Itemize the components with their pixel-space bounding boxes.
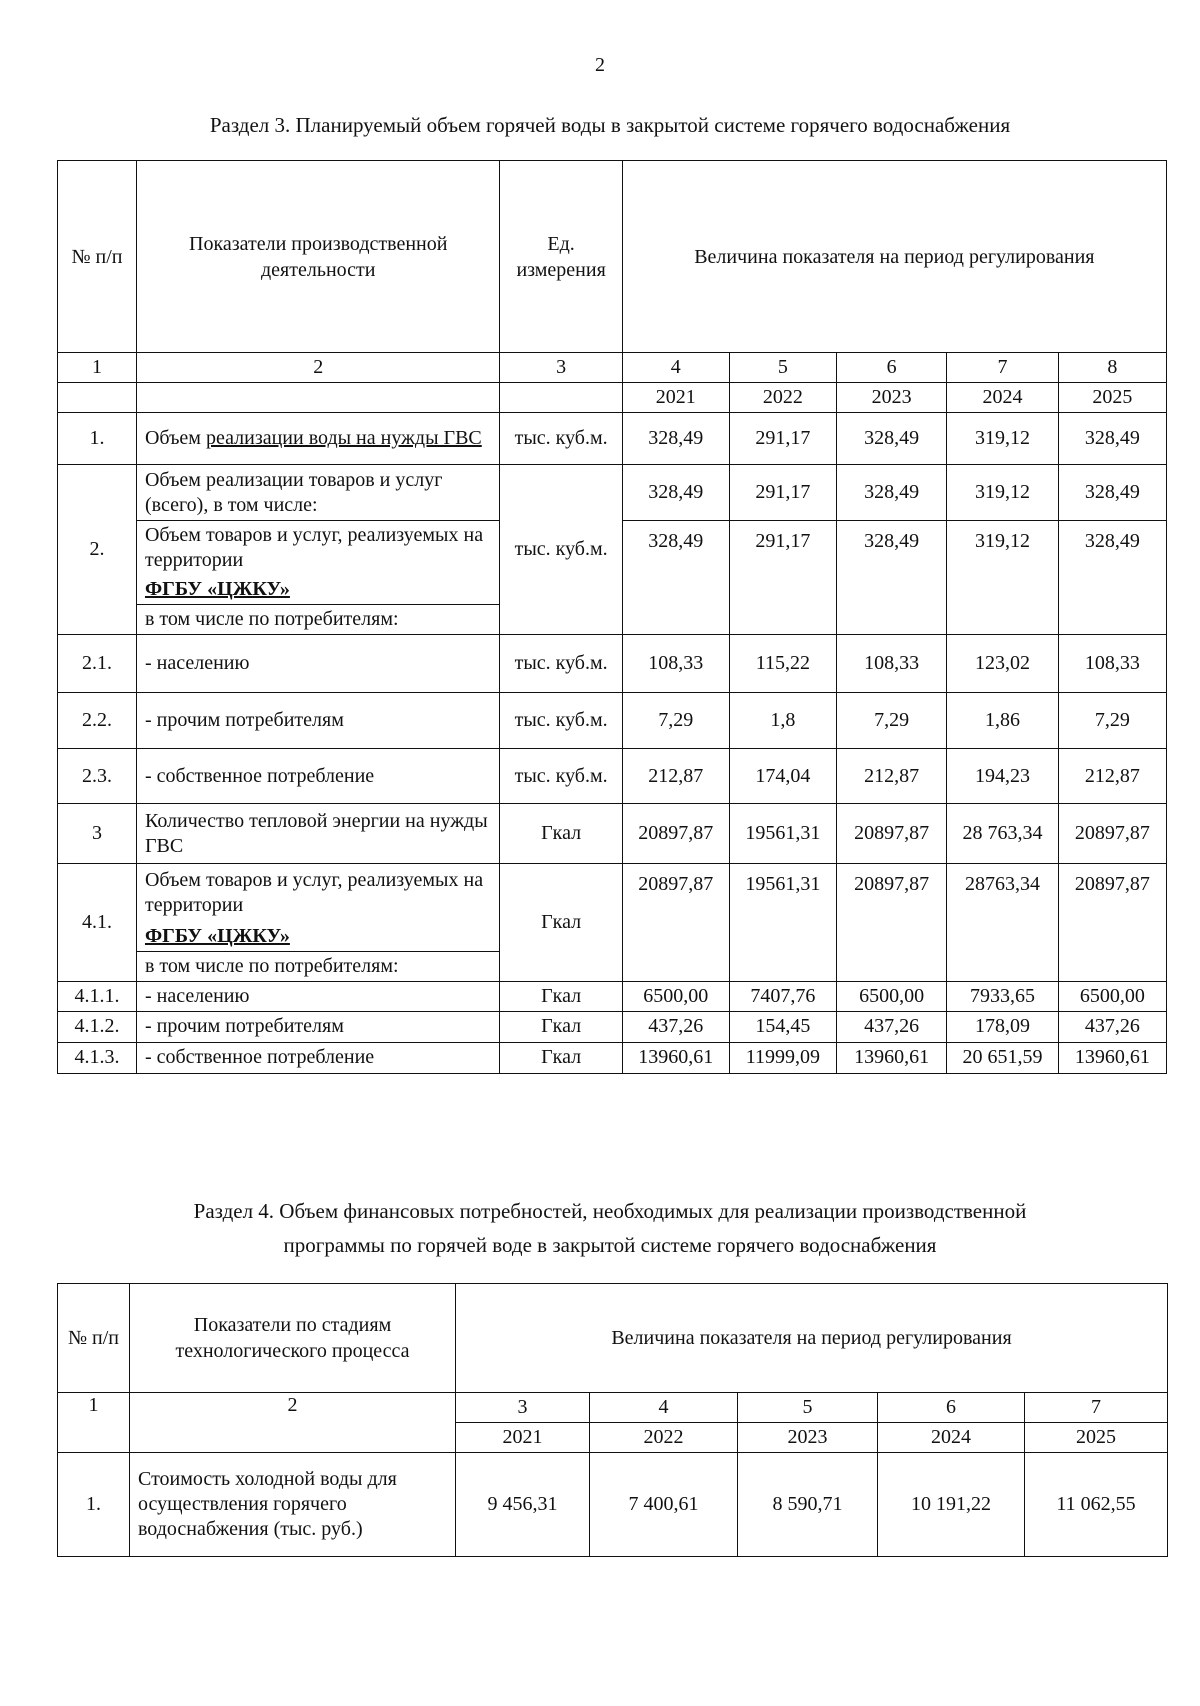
cell-value: 20897,87 [1058, 804, 1166, 864]
cell-value: 20897,87 [622, 864, 729, 982]
row-label: - прочим потребителям [136, 1011, 500, 1042]
cell-value: 319,12 [947, 465, 1058, 521]
row-unit: тыс. куб.м. [500, 465, 622, 635]
table-row [58, 749, 1167, 804]
cell-value: 194,23 [947, 749, 1058, 804]
cell-value: 437,26 [622, 1011, 729, 1042]
row-unit: Гкал [500, 981, 622, 1011]
row-label: - прочим потребителям [136, 693, 500, 749]
cell-value: 13960,61 [836, 1042, 946, 1073]
section4-title-line2: программы по горячей воде в закрытой системе горячего водоснабжения [283, 1233, 937, 1257]
year: 2025 [1025, 1423, 1168, 1453]
col-number: 1 [58, 1393, 130, 1453]
header-num: № п/п [58, 1284, 130, 1393]
row-label: - собственное потребление [136, 749, 500, 804]
cell-value: 291,17 [729, 521, 836, 635]
col-number: 1 [58, 353, 137, 383]
row-num: 3 [58, 804, 137, 864]
years-row [58, 383, 1167, 413]
col-number: 7 [1025, 1393, 1168, 1423]
cell-value: 9 456,31 [456, 1453, 590, 1557]
table-row [58, 804, 1167, 864]
table-row [58, 465, 1167, 521]
year: 2021 [456, 1423, 590, 1453]
col-number: 3 [500, 353, 622, 383]
cell-value: 6500,00 [1058, 981, 1166, 1011]
cell-value: 154,45 [729, 1011, 836, 1042]
row-num: 4.1. [58, 864, 137, 982]
column-numbers-row [58, 1393, 1168, 1423]
col-number: 5 [738, 1393, 878, 1423]
cell-value: 319,12 [947, 413, 1058, 465]
row-num: 2.1. [58, 635, 137, 693]
cell-value: 115,22 [729, 635, 836, 693]
section3-table [57, 160, 1167, 1074]
cell-value: 328,49 [836, 521, 946, 635]
year: 2021 [622, 383, 729, 413]
section4-title-line1: Раздел 4. Объем финансовых потребностей, необходимых для реализации производственной [193, 1199, 1027, 1223]
header-row [58, 161, 1167, 353]
cell-value: 10 191,22 [878, 1453, 1025, 1557]
cell-value: 328,49 [1058, 521, 1166, 635]
row-label-underlined: реализации воды на нужды ГВС [205, 427, 482, 449]
header-indicator: Показатели производственной деятельности [136, 161, 500, 353]
cell-value: 6500,00 [836, 981, 946, 1011]
cell-value: 328,49 [836, 413, 946, 465]
cell-value: 328,49 [622, 521, 729, 635]
cell-value: 178,09 [947, 1011, 1058, 1042]
organization-name: ФГБУ «ЦЖКУ» [136, 575, 500, 605]
row-label: - населению [136, 635, 500, 693]
cell-value: 7407,76 [729, 981, 836, 1011]
col-number: 7 [947, 353, 1058, 383]
header-row [58, 1284, 1168, 1393]
row-unit: Гкал [500, 1011, 622, 1042]
section4-table [57, 1283, 1168, 1557]
header-value: Величина показателя на период регулирования [622, 161, 1166, 353]
col-number: 4 [590, 1393, 738, 1423]
cell-value: 8 590,71 [738, 1453, 878, 1557]
cell-value: 212,87 [1058, 749, 1166, 804]
row-label: Стоимость холодной воды для осуществления горячего водоснабжения (тыс. руб.) [130, 1453, 456, 1557]
year: 2022 [590, 1423, 738, 1453]
row-unit: Гкал [500, 864, 622, 982]
row-num: 4.1.3. [58, 1042, 137, 1073]
row-num: 1. [58, 1453, 130, 1557]
section3-title: Раздел 3. Планируемый объем горячей воды в закрытой системе горячего водоснабжения [209, 113, 1011, 137]
row-unit: тыс. куб.м. [500, 413, 622, 465]
cell-value: 7933,65 [947, 981, 1058, 1011]
cell-value: 108,33 [836, 635, 946, 693]
row-label: Объем товаров и услуг, реализуемых на территории [136, 864, 500, 922]
row-unit: Гкал [500, 1042, 622, 1073]
year: 2024 [878, 1423, 1025, 1453]
col-number: 2 [130, 1393, 456, 1453]
cell-value: 13960,61 [1058, 1042, 1166, 1073]
cell-value: 7,29 [622, 693, 729, 749]
row-label: Объем товаров и услуг, реализуемых на территории [136, 521, 500, 576]
col-number: 3 [456, 1393, 590, 1423]
row-unit: тыс. куб.м. [500, 693, 622, 749]
row-num: 1. [58, 413, 137, 465]
year: 2023 [836, 383, 946, 413]
cell-value: 20897,87 [1058, 864, 1166, 982]
cell-value: 11999,09 [729, 1042, 836, 1073]
cell-value: 7,29 [1058, 693, 1166, 749]
section4-title [60, 1194, 1160, 1262]
header-value: Величина показателя на период регулирования [456, 1284, 1168, 1393]
row-label: Количество тепловой энергии на нужды ГВС [136, 804, 500, 864]
row-num: 4.1.2. [58, 1011, 137, 1042]
cell-value: 28763,34 [947, 864, 1058, 982]
header-indicator: Показатели по стадиям технологического процесса [130, 1284, 456, 1393]
cell-value: 328,49 [1058, 465, 1166, 521]
table-row [58, 981, 1167, 1011]
cell-value: 7 400,61 [590, 1453, 738, 1557]
cell-value: 108,33 [1058, 635, 1166, 693]
cell-value: 13960,61 [622, 1042, 729, 1073]
table-row [58, 635, 1167, 693]
year: 2023 [738, 1423, 878, 1453]
cell-value: 20897,87 [836, 864, 946, 982]
col-number: 5 [729, 353, 836, 383]
organization-name: ФГБУ «ЦЖКУ» [136, 922, 500, 952]
cell-value: 328,49 [622, 413, 729, 465]
cell-value: 7,29 [836, 693, 946, 749]
header-unit: Ед. измерения [500, 161, 622, 353]
cell-value: 11 062,55 [1025, 1453, 1168, 1557]
cell-value: 291,17 [729, 413, 836, 465]
col-number: 6 [836, 353, 946, 383]
cell-value: 328,49 [1058, 413, 1166, 465]
table-row [58, 693, 1167, 749]
table-row [58, 1453, 1168, 1557]
row-num: 2. [58, 465, 137, 635]
cell-value: 6500,00 [622, 981, 729, 1011]
table-row [58, 413, 1167, 465]
row-num: 4.1.1. [58, 981, 137, 1011]
row-num: 2.2. [58, 693, 137, 749]
row-label: - населению [136, 981, 500, 1011]
cell-value: 123,02 [947, 635, 1058, 693]
row-label: Объем реализации товаров и услуг (всего), в том числе: [136, 465, 500, 521]
cell-value: 437,26 [836, 1011, 946, 1042]
cell-value: 20897,87 [622, 804, 729, 864]
cell-value: 28 763,34 [947, 804, 1058, 864]
row-num: 2.3. [58, 749, 137, 804]
year: 2022 [729, 383, 836, 413]
row-unit: тыс. куб.м. [500, 635, 622, 693]
year: 2024 [947, 383, 1058, 413]
cell-value: 20897,87 [836, 804, 946, 864]
cell-value: 328,49 [836, 465, 946, 521]
cell-value: 19561,31 [729, 864, 836, 982]
col-number: 8 [1058, 353, 1166, 383]
cell-value: 108,33 [622, 635, 729, 693]
year: 2025 [1058, 383, 1166, 413]
col-number: 2 [136, 353, 500, 383]
table-row [58, 1011, 1167, 1042]
cell-value: 212,87 [622, 749, 729, 804]
row-label: в том числе по потребителям: [136, 951, 500, 981]
row-unit: Гкал [500, 804, 622, 864]
cell-value: 437,26 [1058, 1011, 1166, 1042]
table-row [58, 1042, 1167, 1073]
cell-value: 212,87 [836, 749, 946, 804]
cell-value: 328,49 [622, 465, 729, 521]
row-label: в том числе по потребителям: [136, 605, 500, 635]
col-number: 4 [622, 353, 729, 383]
page-number: 2 [595, 54, 605, 76]
cell-value: 19561,31 [729, 804, 836, 864]
cell-value: 20 651,59 [947, 1042, 1058, 1073]
header-num: № п/п [58, 161, 137, 353]
cell-value: 1,8 [729, 693, 836, 749]
column-numbers-row [58, 353, 1167, 383]
cell-value: 174,04 [729, 749, 836, 804]
row-label: - собственное потребление [136, 1042, 500, 1073]
row-unit: тыс. куб.м. [500, 749, 622, 804]
row-label: Объем реализации воды на нужды ГВС [136, 413, 500, 465]
table-row [58, 864, 1167, 922]
cell-value: 319,12 [947, 521, 1058, 635]
col-number: 6 [878, 1393, 1025, 1423]
cell-value: 1,86 [947, 693, 1058, 749]
cell-value: 291,17 [729, 465, 836, 521]
